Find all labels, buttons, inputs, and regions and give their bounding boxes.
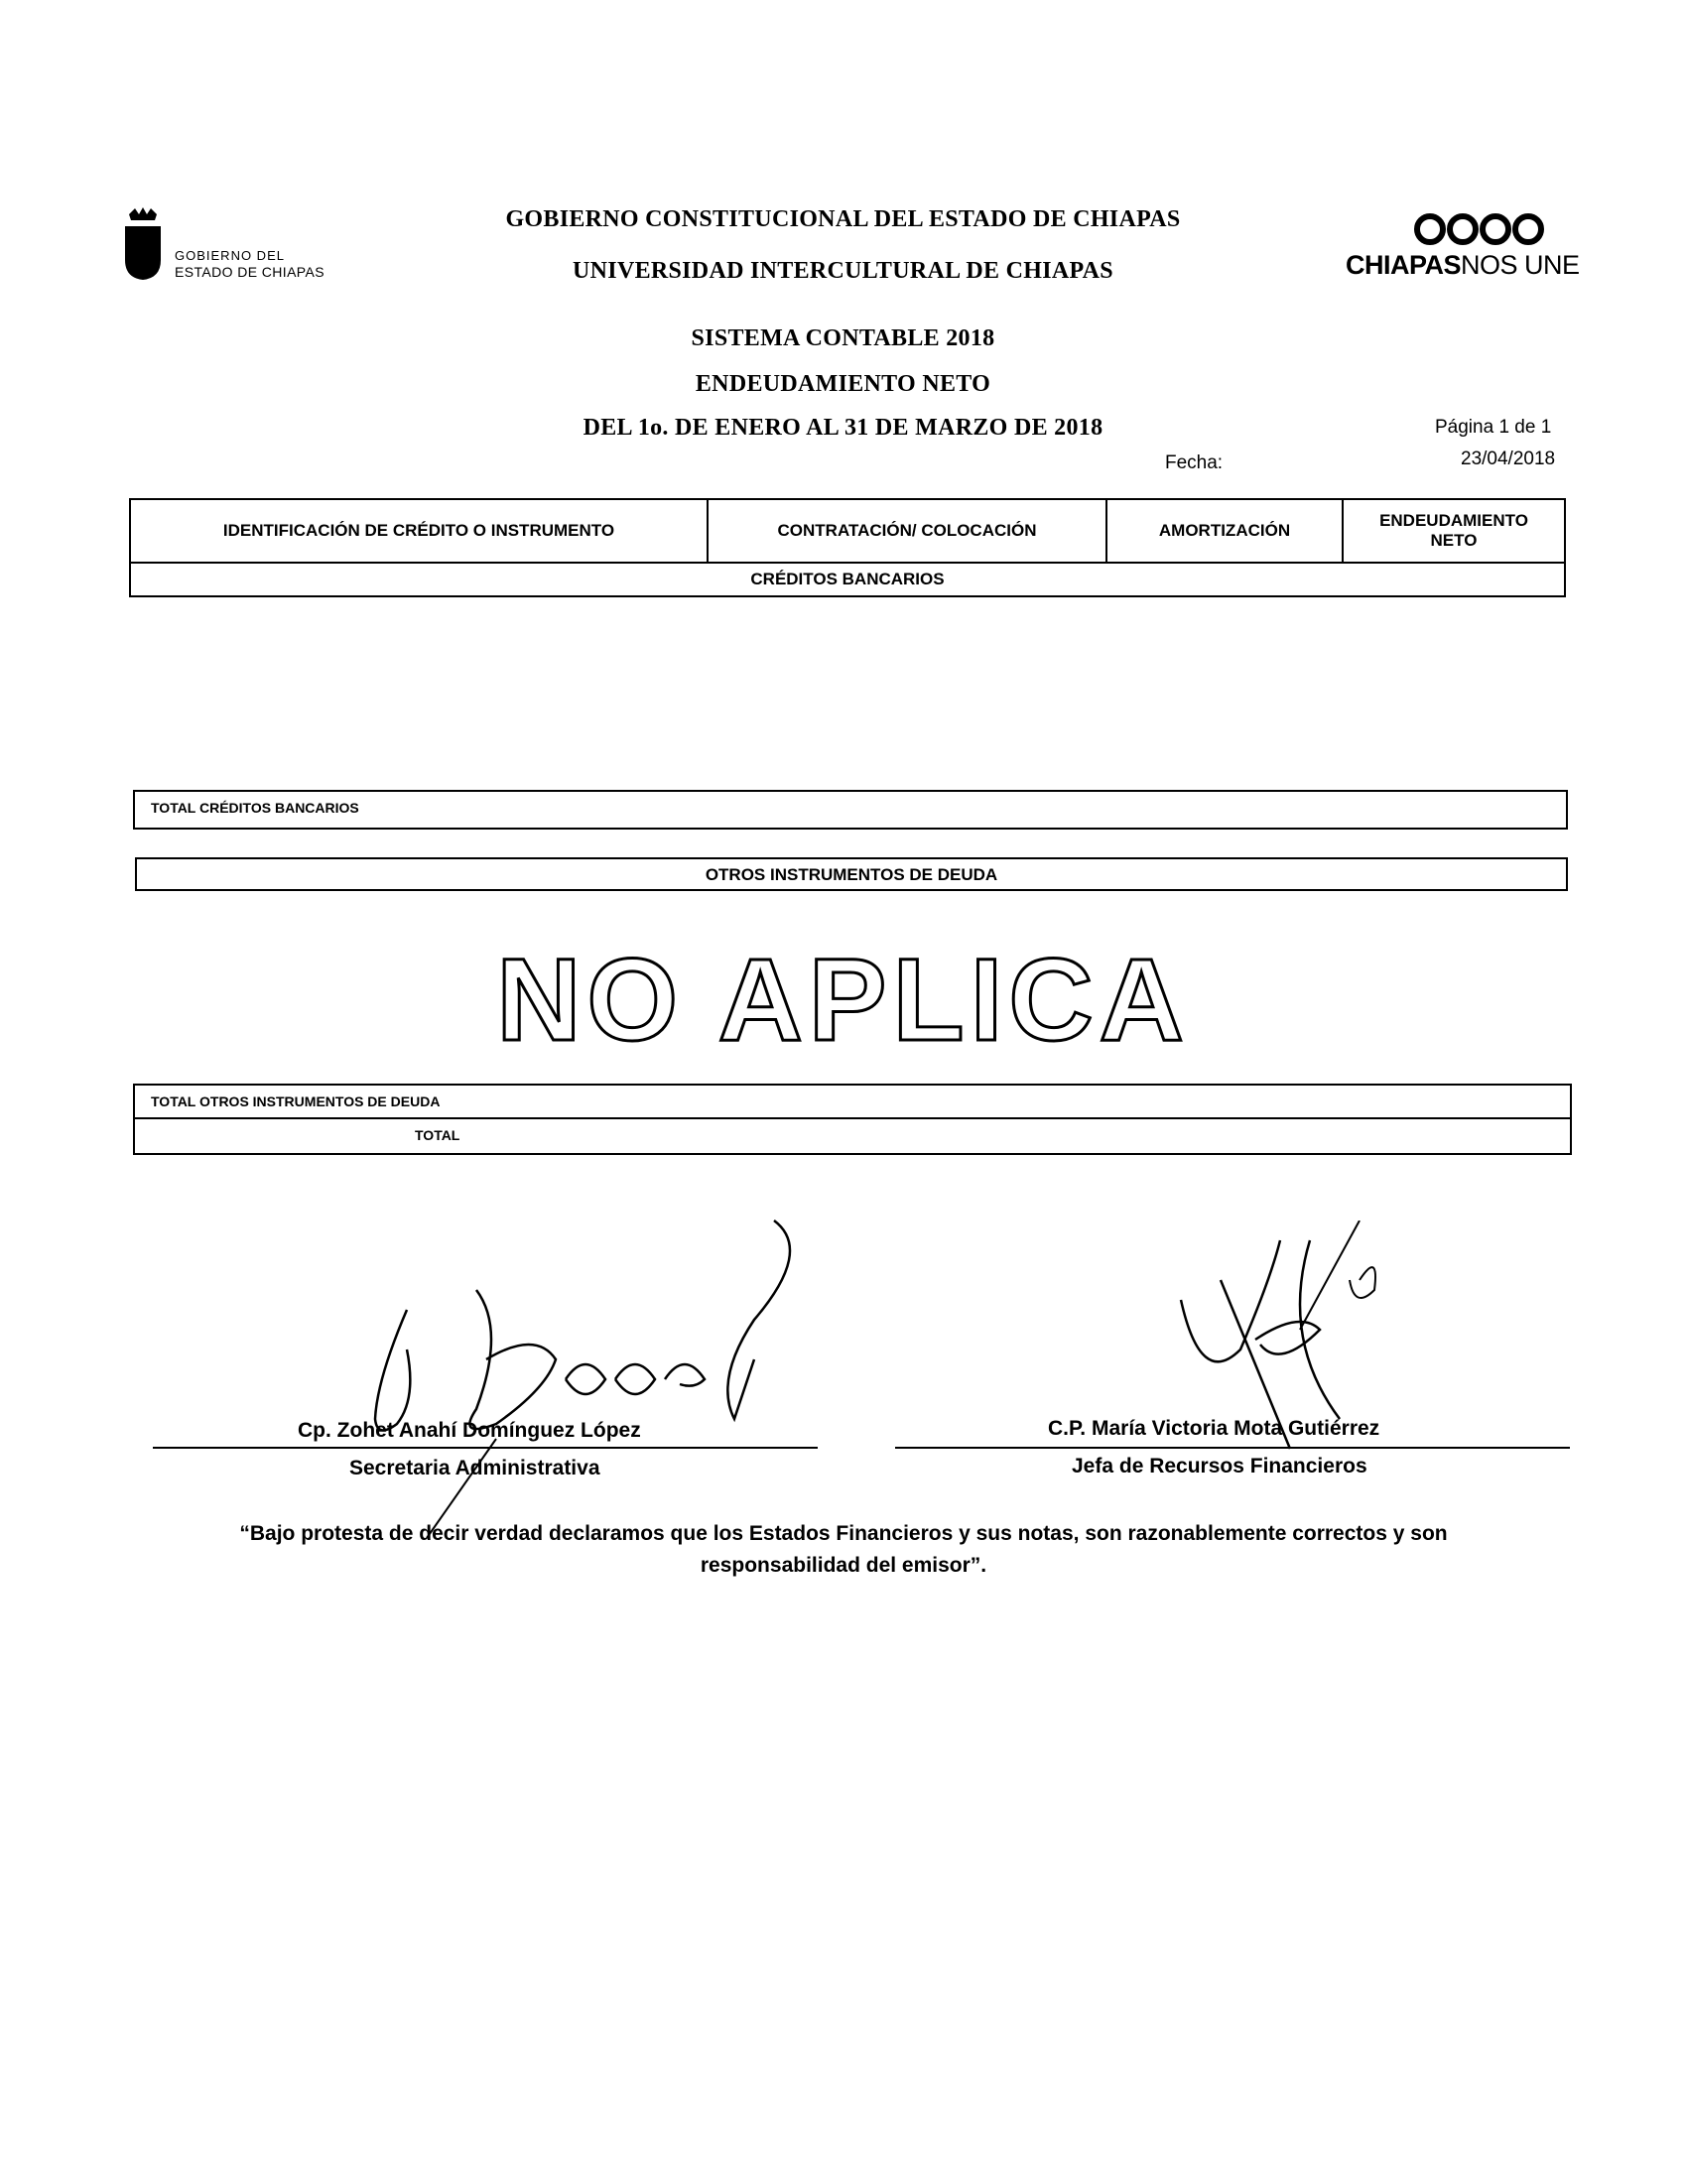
col-endeudamiento <box>1344 500 1564 562</box>
logo-line-2: ESTADO DE CHIAPAS <box>175 264 324 280</box>
right-signer-name: C.P. María Victoria Mota Gutiérrez <box>1048 1417 1380 1440</box>
logo-line-1: GOBIERNO DEL <box>175 248 285 263</box>
right-signer-role: Jefa de Recursos Financieros <box>1072 1455 1367 1477</box>
col-amortizacion-label: AMORTIZACIÓN <box>1158 521 1291 540</box>
brand-light: NOS UNE <box>1461 250 1580 280</box>
government-title: GOBIERNO CONSTITUCIONAL DEL ESTADO DE CHIAPAS <box>505 206 1181 232</box>
report-title: ENDEUDAMIENTO NETO <box>695 371 991 397</box>
row-divider <box>131 562 1564 564</box>
section-creditos-bancarios: CRÉDITOS BANCARIOS <box>750 570 945 588</box>
grand-total-label: TOTAL <box>415 1127 460 1143</box>
col-identification <box>131 500 709 562</box>
col-amortizacion <box>1107 500 1344 562</box>
left-signer-name: Cp. Zohet Anahí Domínguez López <box>298 1419 641 1442</box>
left-signature-line <box>153 1447 818 1449</box>
col-contratacion-label: CONTRATACIÓN/ COLOCACIÓN <box>777 521 1037 540</box>
no-aplica-stamp: NO APLICA <box>496 935 1190 1066</box>
brand-bold: CHIAPAS <box>1346 250 1462 280</box>
totals-divider <box>135 1117 1570 1119</box>
total-creditos-row <box>133 790 1568 830</box>
date-label: Fecha: <box>1165 452 1224 473</box>
total-creditos-label: TOTAL CRÉDITOS BANCARIOS <box>151 800 359 816</box>
period-title: DEL 1o. DE ENERO AL 31 DE MARZO DE 2018 <box>583 415 1103 441</box>
institution-title: UNIVERSIDAD INTERCULTURAL DE CHIAPAS <box>573 258 1113 284</box>
col-identification-label: IDENTIFICACIÓN DE CRÉDITO O INSTRUMENTO <box>222 521 615 540</box>
otros-instrumentos-row <box>135 857 1568 891</box>
totals-table <box>133 1084 1572 1155</box>
section-otros-instrumentos: OTROS INSTRUMENTOS DE DEUDA <box>705 865 998 884</box>
page-number: Página 1 de 1 <box>1435 417 1552 438</box>
left-signer-role: Secretaria Administrativa <box>349 1457 600 1479</box>
report-table <box>129 498 1566 597</box>
system-title: SISTEMA CONTABLE 2018 <box>691 325 995 351</box>
date-value: 23/04/2018 <box>1461 449 1556 469</box>
col-contratacion <box>709 500 1107 562</box>
total-otros-label: TOTAL OTROS INSTRUMENTOS DE DEUDA <box>151 1093 441 1109</box>
declaration-text: “Bajo protesta de decir verdad declaramos que los Estados Financieros y sus notas, son razonablemente correctos y son responsabilidad del emisor”. <box>239 1522 1448 1577</box>
right-signature-line <box>895 1447 1570 1449</box>
col-endeudamiento-label: ENDEUDAMIENTO NETO <box>1379 511 1528 550</box>
